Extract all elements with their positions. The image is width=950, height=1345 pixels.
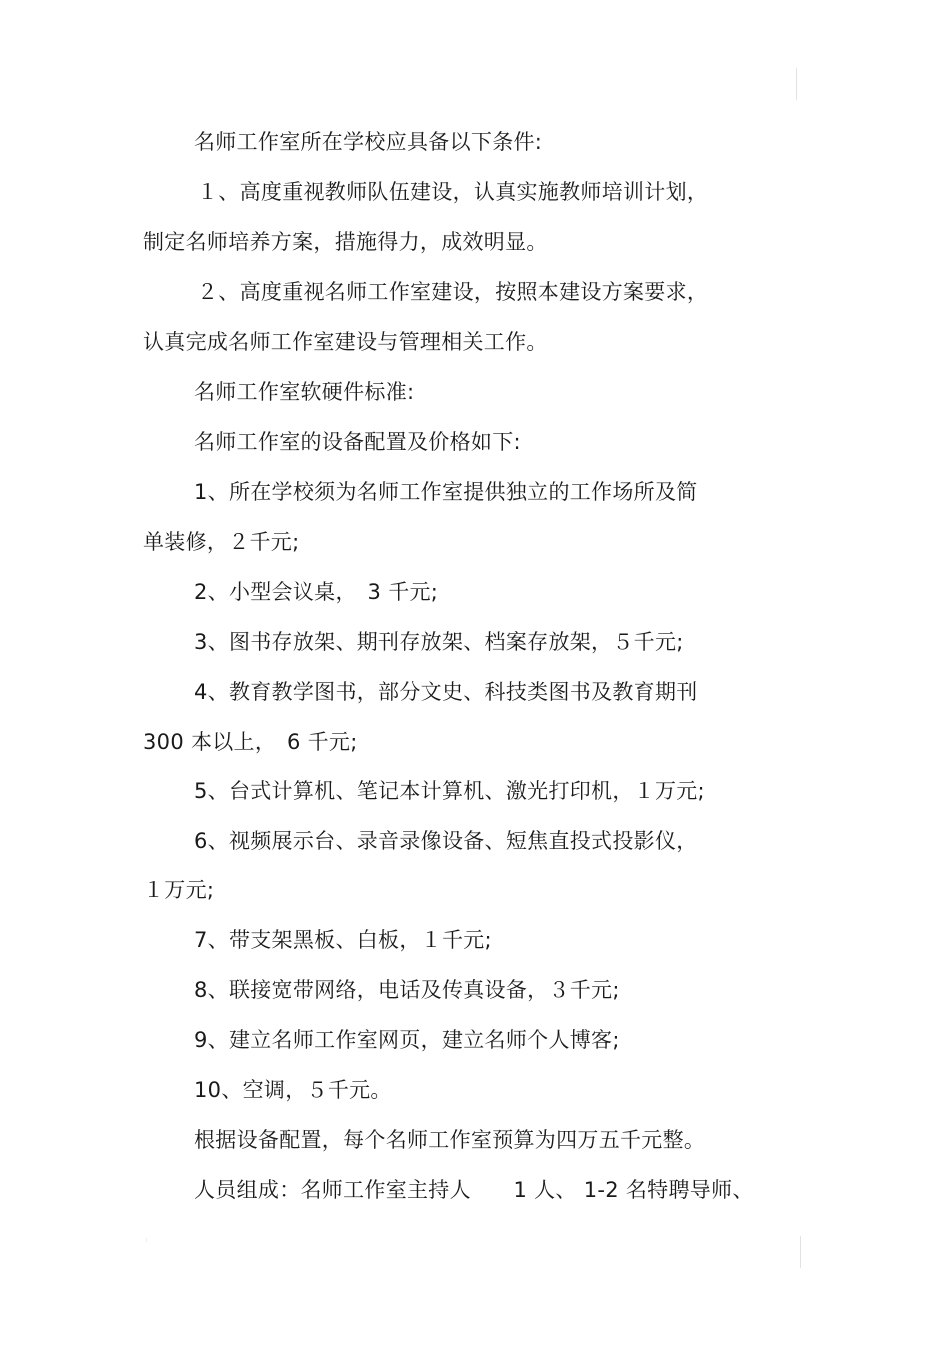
paragraph-line: 2、小型会议桌， 3 千元; (194, 580, 439, 604)
paragraph-line: 单装修，２千元; (143, 530, 300, 554)
paragraph-line: ２、高度重视名师工作室建设，按照本建设方案要求， (197, 280, 709, 304)
paragraph-line: 根据设备配置，每个名师工作室预算为四万五千元整。 (194, 1128, 706, 1152)
paragraph-line: 制定名师培养方案，措施得力，成效明显。 (143, 230, 548, 254)
paragraph-line: 7、带支架黑板、白板，１千元; (194, 928, 492, 952)
paragraph-line: 9、建立名师工作室网页，建立名师个人博客; (194, 1028, 620, 1052)
paragraph-line: 3、图书存放架、期刊存放架、档案存放架，５千元; (194, 630, 684, 654)
paragraph-line: 1、所在学校须为名师工作室提供独立的工作场所及简 (194, 480, 698, 504)
corner-mark-bottom-right (800, 1236, 801, 1268)
paragraph-line: 名师工作室所在学校应具备以下条件: (194, 130, 543, 154)
paragraph-line: 10、空调，５千元。 (194, 1078, 392, 1102)
paragraph-line: 名师工作室软硬件标准: (194, 380, 415, 404)
paragraph-line: 300 本以上， 6 千元; (143, 730, 358, 754)
paragraph-line: 人员组成：名师工作室主持人 1 人、 1-2 名特聘导师、 (194, 1178, 754, 1202)
paragraph-line: 6、视频展示台、录音录像设备、短焦直投式投影仪， (194, 829, 698, 853)
paragraph-line: 认真完成名师工作室建设与管理相关工作。 (143, 330, 548, 354)
paragraph-line: 8、联接宽带网络，电话及传真设备，３千元; (194, 978, 620, 1002)
paragraph-line: 名师工作室的设备配置及价格如下: (194, 430, 521, 454)
paragraph-line: 4、教育教学图书，部分文史、科技类图书及教育期刊 (194, 680, 698, 704)
corner-mark-bottom-left (146, 1238, 147, 1242)
paragraph-line: １万元; (143, 878, 215, 902)
corner-mark-top-right (796, 68, 797, 100)
paragraph-line: 5、台式计算机、笔记本计算机、激光打印机，１万元; (194, 779, 705, 803)
paragraph-line: １、高度重视教师队伍建设，认真实施教师培训计划， (197, 180, 709, 204)
